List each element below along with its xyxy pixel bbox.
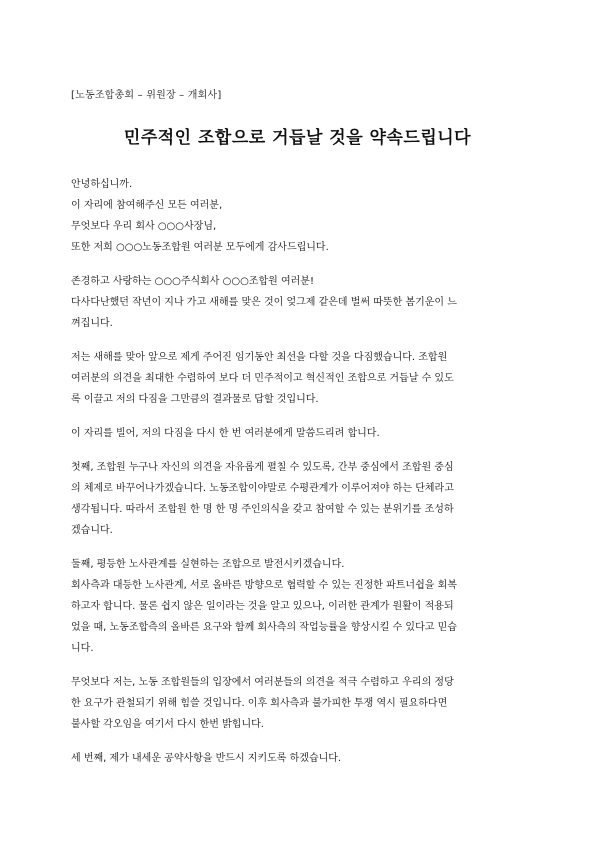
paragraph-line: 둘째, 평등한 노사관계를 실현하는 조합으로 발전시키겠습니다. — [71, 559, 345, 570]
paragraph-line: 안녕하십니까. — [71, 179, 133, 190]
speech-body — [71, 174, 525, 782]
paragraph-line: 었을 때, 노동조합측의 올바른 요구와 함께 회사측의 작업능률을 향상시킬 수 있다고 믿습 — [71, 622, 457, 633]
paragraph-line: 니다. — [71, 643, 94, 654]
paragraph-line: 첫째, 조합원 누구나 자신의 의견을 자유롭게 펼칠 수 있도록, 간부 중심에서 조합원 중심 — [71, 462, 454, 473]
paragraph-line: 저는 새해를 맞아 앞으로 제게 주어진 임기동안 최선을 다할 것을 다짐했습니다. 조합원 — [71, 352, 448, 363]
document-title: 민주적인 조합으로 거듭날 것을 약속드립니다 — [123, 128, 472, 148]
paragraph-line: 의 체제로 바꾸어나가겠습니다. 노동조합이야말로 수평관계가 이루어져야 하는 단체라고 — [71, 483, 454, 494]
paragraph-line: 껴집니다. — [71, 318, 113, 329]
paragraph-line: 생각됩니다. 따라서 조합원 한 명 한 명 주인의식을 갖고 참여할 수 있는 분위기를 조성하 — [71, 504, 454, 515]
paragraph-line: 무엇보다 우리 회사 ○○○사장님, — [71, 221, 217, 232]
paragraph-address — [71, 271, 525, 334]
paragraph-line: 이 자리에 참여해주신 모든 여러분, — [71, 200, 223, 211]
paragraph-pledge-third — [71, 748, 525, 769]
paragraph-commitment — [71, 672, 525, 735]
paragraph-line: 다사다난했던 작년이 지나 가고 새해를 맞은 것이 엊그제 같은데 벌써 따뜻한 봄기운이 느 — [71, 297, 457, 308]
paragraph-line: 한 요구가 관철되기 위해 힘쓸 것입니다. 이후 회사측과 불가피한 투쟁 역시 필요하다면 — [71, 698, 448, 709]
paragraph-line: 세 번째, 제가 내세운 공약사항을 반드시 지키도록 하겠습니다. — [71, 753, 342, 764]
paragraph-pledge-first — [71, 457, 525, 541]
paragraph-line: 회사측과 대등한 노사관계, 서로 올바른 방향으로 협력할 수 있는 진정한 파트너쉽을 회복 — [71, 580, 457, 591]
paragraph-intro-pledges — [71, 423, 525, 444]
paragraph-line: 이 자리를 빌어, 저의 다짐을 다시 한 번 여러분에게 말씀드리려 합니다. — [71, 428, 380, 439]
paragraph-line: 여러분의 의견을 최대한 수렴하여 보다 더 민주적이고 혁신적인 조합으로 거듭날 수 있도 — [71, 373, 454, 384]
paragraph-line: 겠습니다. — [71, 525, 113, 536]
document-category-tag: [노동조합총회 – 위원장 – 개회사] — [71, 90, 222, 101]
paragraph-line: 존경하고 사랑하는 ○○○주식회사 ○○○조합원 여러분! — [71, 276, 314, 287]
paragraph-line: 불사할 각오임을 여기서 다시 한번 밝힙니다. — [71, 719, 264, 730]
paragraph-resolution — [71, 347, 525, 410]
paragraph-line: 록 이끌고 저의 다짐을 그만큼의 결과물로 답할 것입니다. — [71, 394, 319, 405]
paragraph-line: 하고자 합니다. 물론 쉽지 않은 일이라는 것을 알고 있으나, 이러한 관계가 원활이 적용되 — [71, 601, 454, 612]
paragraph-line: 또한 저희 ○○○노동조합원 여러분 모두에게 감사드립니다. — [71, 242, 329, 253]
paragraph-greeting — [71, 174, 525, 258]
paragraph-line: 무엇보다 저는, 노동 조합원들의 입장에서 여러분들의 의견을 적극 수렴하고 우리의 정당 — [71, 677, 454, 688]
paragraph-pledge-second — [71, 554, 525, 659]
